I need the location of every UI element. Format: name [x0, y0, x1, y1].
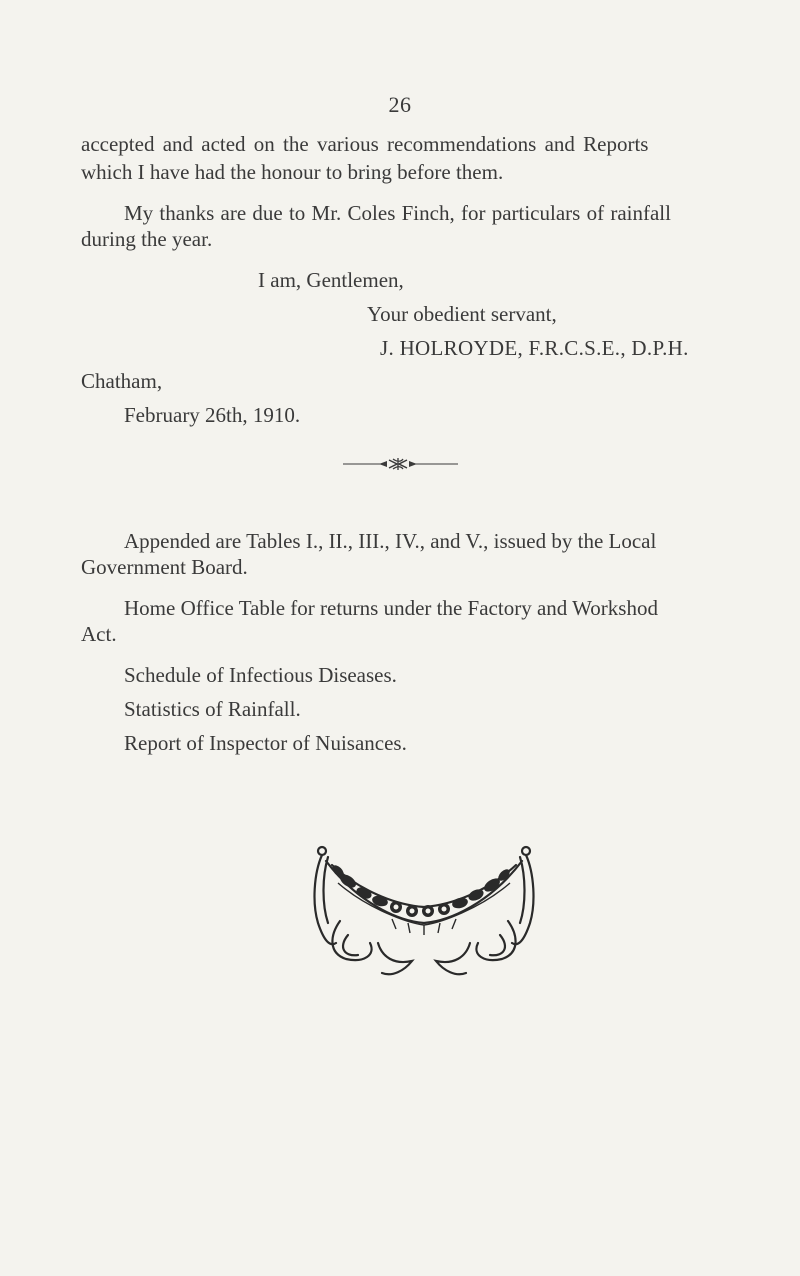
date: February 26th, 1910. [124, 403, 301, 427]
tailpiece-ornament [308, 843, 540, 983]
appendix-home-office-line-2: Act. [81, 622, 117, 646]
valediction: Your obedient servant, [367, 302, 557, 326]
appendix-home-office-line-1: Home Office Table for returns under the Factory and Workshod [124, 596, 658, 620]
section-divider [343, 458, 458, 470]
appendix-item: Schedule of Infectious Diseases. [124, 663, 397, 687]
appendix-tables-line-2: Government Board. [81, 555, 248, 579]
appendix-tables-line-1: Appended are Tables I., II., III., IV., and V., issued by the Local [124, 529, 657, 553]
closing-paragraph-line-2: which I have had the honour to bring before them. [81, 160, 504, 184]
place: Chatham, [81, 369, 163, 393]
appendix-item: Statistics of Rainfall. [124, 697, 301, 721]
appendix-item: Report of Inspector of Nuisances. [124, 731, 407, 755]
salutation: I am, Gentlemen, [258, 268, 404, 292]
thanks-paragraph-line-2: during the year. [81, 227, 213, 251]
page-number: 26 [388, 92, 412, 117]
signature: J. HOLROYDE, F.R.C.S.E., D.P.H. [380, 336, 689, 360]
closing-paragraph-line-1: accepted and acted on the various recommendations and Reports [81, 132, 649, 156]
thanks-paragraph-line-1: My thanks are due to Mr. Coles Finch, for particulars of rainfall [124, 201, 671, 225]
